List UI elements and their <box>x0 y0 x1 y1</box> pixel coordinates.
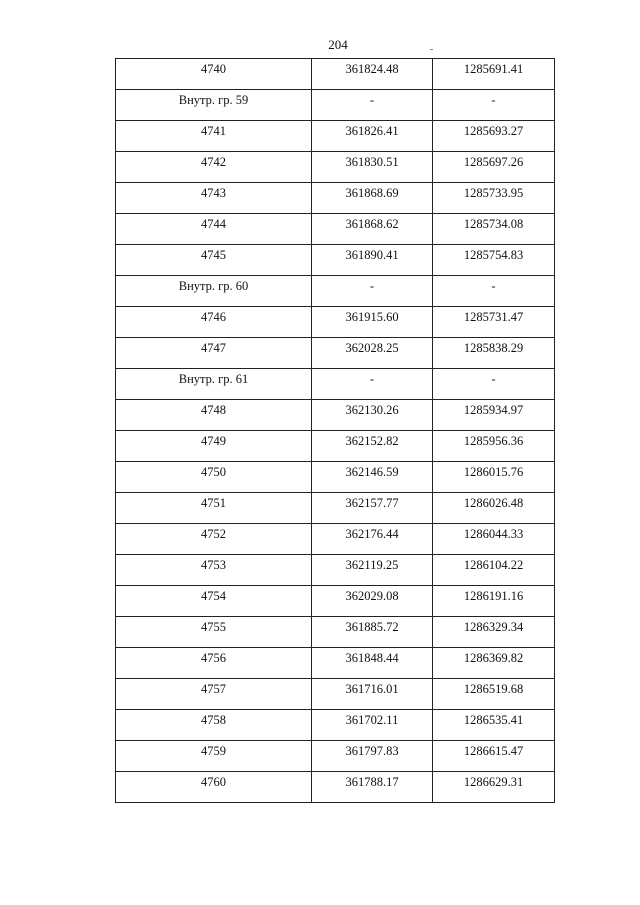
point-cell-text: 4744 <box>201 217 226 231</box>
x-coordinate-cell-text: 362028.25 <box>345 341 399 355</box>
x-coordinate-cell <box>312 772 433 803</box>
y-coordinate-cell-text: - <box>491 93 496 107</box>
point-cell <box>116 183 312 214</box>
y-coordinate-cell-text: 1286629.31 <box>463 775 524 789</box>
y-coordinate-cell <box>433 741 555 772</box>
table-row <box>116 648 555 679</box>
table-row <box>116 121 555 152</box>
x-coordinate-cell-text: 361848.44 <box>345 651 399 665</box>
x-coordinate-cell-text: 362176.44 <box>345 527 399 541</box>
point-cell <box>116 710 312 741</box>
point-cell <box>116 307 312 338</box>
point-cell-text: 4758 <box>201 713 226 727</box>
x-coordinate-cell <box>312 276 433 307</box>
y-coordinate-cell-text: 1285734.08 <box>463 217 524 231</box>
point-cell <box>116 338 312 369</box>
point-cell-text: 4747 <box>201 341 226 355</box>
x-coordinate-cell-text: 362029.08 <box>345 589 399 603</box>
point-cell-text: 4749 <box>201 434 226 448</box>
scan-speck <box>430 49 433 50</box>
x-coordinate-cell <box>312 741 433 772</box>
point-cell-text: 4754 <box>201 589 226 603</box>
x-coordinate-cell-text: 361824.48 <box>345 62 399 76</box>
point-cell <box>116 555 312 586</box>
y-coordinate-cell <box>433 555 555 586</box>
x-coordinate-cell <box>312 183 433 214</box>
point-cell-text: 4743 <box>201 186 226 200</box>
point-cell <box>116 214 312 245</box>
point-cell <box>116 617 312 648</box>
x-coordinate-cell-text: 361830.51 <box>345 155 399 169</box>
y-coordinate-cell-text: 1286329.34 <box>463 620 524 634</box>
point-cell <box>116 245 312 276</box>
point-cell <box>116 121 312 152</box>
point-cell <box>116 369 312 400</box>
x-coordinate-cell <box>312 431 433 462</box>
y-coordinate-cell-text: 1286104.22 <box>463 558 524 572</box>
y-coordinate-cell <box>433 648 555 679</box>
y-coordinate-cell-text: 1286191.16 <box>463 589 524 603</box>
point-cell-text: 4752 <box>201 527 226 541</box>
point-cell-text: 4760 <box>201 775 226 789</box>
table-row <box>116 276 555 307</box>
x-coordinate-cell <box>312 648 433 679</box>
table-row <box>116 555 555 586</box>
point-cell <box>116 59 312 90</box>
y-coordinate-cell-text: 1285754.83 <box>463 248 524 262</box>
y-coordinate-cell-text: 1285731.47 <box>463 310 524 324</box>
x-coordinate-cell-text: 361797.83 <box>345 744 399 758</box>
point-cell-text: Внутр. гр. 59 <box>178 93 249 107</box>
point-cell <box>116 276 312 307</box>
x-coordinate-cell <box>312 462 433 493</box>
x-coordinate-cell-text: 362152.82 <box>345 434 399 448</box>
point-cell <box>116 90 312 121</box>
y-coordinate-cell-text: 1286026.48 <box>463 496 524 510</box>
x-coordinate-cell <box>312 524 433 555</box>
y-coordinate-cell-text: 1285691.41 <box>463 62 524 76</box>
point-cell <box>116 648 312 679</box>
x-coordinate-cell <box>312 493 433 524</box>
table-row <box>116 245 555 276</box>
x-coordinate-cell-text: 361868.69 <box>345 186 399 200</box>
y-coordinate-cell-text: 1286044.33 <box>463 527 524 541</box>
y-coordinate-cell <box>433 617 555 648</box>
y-coordinate-cell <box>433 493 555 524</box>
y-coordinate-cell <box>433 369 555 400</box>
x-coordinate-cell-text: 361716.01 <box>345 682 399 696</box>
x-coordinate-cell <box>312 90 433 121</box>
x-coordinate-cell <box>312 338 433 369</box>
x-coordinate-cell-text: 362119.25 <box>345 558 399 572</box>
point-cell-text: 4753 <box>201 558 226 572</box>
x-coordinate-cell <box>312 369 433 400</box>
table-row <box>116 493 555 524</box>
point-cell <box>116 741 312 772</box>
y-coordinate-cell <box>433 586 555 617</box>
x-coordinate-cell <box>312 245 433 276</box>
y-coordinate-cell <box>433 400 555 431</box>
point-cell <box>116 679 312 710</box>
y-coordinate-cell <box>433 524 555 555</box>
y-coordinate-cell <box>433 338 555 369</box>
point-cell <box>116 524 312 555</box>
x-coordinate-cell-text: 361826.41 <box>345 124 399 138</box>
x-coordinate-cell <box>312 214 433 245</box>
y-coordinate-cell-text: 1285934.97 <box>463 403 524 417</box>
y-coordinate-cell-text: 1285693.27 <box>463 124 524 138</box>
point-cell-text: 4746 <box>201 310 226 324</box>
table-row <box>116 90 555 121</box>
y-coordinate-cell-text: 1285733.95 <box>463 186 524 200</box>
point-cell <box>116 493 312 524</box>
table-row <box>116 772 555 803</box>
page-number: 204 <box>328 37 348 52</box>
point-cell <box>116 400 312 431</box>
y-coordinate-cell <box>433 245 555 276</box>
table-row <box>116 679 555 710</box>
x-coordinate-cell <box>312 121 433 152</box>
y-coordinate-cell-text: 1286369.82 <box>463 651 524 665</box>
y-coordinate-cell-text: - <box>491 279 496 293</box>
x-coordinate-cell-text: 361868.62 <box>345 217 399 231</box>
coordinates-table <box>115 58 555 803</box>
table-row <box>116 59 555 90</box>
point-cell-text: 4750 <box>201 465 226 479</box>
x-coordinate-cell <box>312 307 433 338</box>
x-coordinate-cell-text: 361885.72 <box>345 620 399 634</box>
x-coordinate-cell <box>312 586 433 617</box>
point-cell <box>116 586 312 617</box>
point-cell-text: 4757 <box>201 682 226 696</box>
point-cell-text: 4756 <box>201 651 226 665</box>
y-coordinate-cell <box>433 276 555 307</box>
x-coordinate-cell-text: 361890.41 <box>345 248 399 262</box>
table-row <box>116 617 555 648</box>
table-row <box>116 369 555 400</box>
y-coordinate-cell <box>433 121 555 152</box>
y-coordinate-cell <box>433 462 555 493</box>
x-coordinate-cell <box>312 555 433 586</box>
x-coordinate-cell <box>312 152 433 183</box>
y-coordinate-cell-text: - <box>491 372 496 386</box>
point-cell-text: 4740 <box>201 62 226 76</box>
y-coordinate-cell-text: 1286615.47 <box>463 744 524 758</box>
y-coordinate-cell <box>433 307 555 338</box>
table-row <box>116 462 555 493</box>
point-cell-text: 4759 <box>201 744 226 758</box>
point-cell-text: Внутр. гр. 60 <box>178 279 249 293</box>
point-cell <box>116 152 312 183</box>
table-row <box>116 586 555 617</box>
point-cell-text: 4745 <box>201 248 226 262</box>
y-coordinate-cell <box>433 183 555 214</box>
point-cell <box>116 772 312 803</box>
y-coordinate-cell <box>433 214 555 245</box>
y-coordinate-cell <box>433 679 555 710</box>
point-cell-text: 4748 <box>201 403 226 417</box>
point-cell-text: 4741 <box>201 124 226 138</box>
x-coordinate-cell <box>312 710 433 741</box>
y-coordinate-cell <box>433 431 555 462</box>
x-coordinate-cell <box>312 400 433 431</box>
x-coordinate-cell-text: - <box>369 372 375 386</box>
table-row <box>116 214 555 245</box>
x-coordinate-cell <box>312 679 433 710</box>
y-coordinate-cell <box>433 772 555 803</box>
table-row <box>116 741 555 772</box>
table-row <box>116 524 555 555</box>
y-coordinate-cell <box>433 152 555 183</box>
point-cell-text: 4751 <box>201 496 226 510</box>
x-coordinate-cell-text: 361788.17 <box>345 775 399 789</box>
table-row <box>116 400 555 431</box>
table-row <box>116 152 555 183</box>
y-coordinate-cell <box>433 90 555 121</box>
table-row <box>116 338 555 369</box>
point-cell <box>116 462 312 493</box>
x-coordinate-cell <box>312 617 433 648</box>
y-coordinate-cell-text: 1285838.29 <box>463 341 524 355</box>
y-coordinate-cell-text: 1285697.26 <box>463 155 524 169</box>
x-coordinate-cell-text: 362157.77 <box>345 496 399 510</box>
x-coordinate-cell-text: - <box>369 93 375 107</box>
table-row <box>116 710 555 741</box>
x-coordinate-cell-text: 362130.26 <box>345 403 399 417</box>
y-coordinate-cell <box>433 710 555 741</box>
x-coordinate-cell-text: 361915.60 <box>345 310 399 324</box>
y-coordinate-cell-text: 1285956.36 <box>463 434 524 448</box>
x-coordinate-cell-text: 361702.11 <box>345 713 399 727</box>
table-row <box>116 431 555 462</box>
y-coordinate-cell <box>433 59 555 90</box>
x-coordinate-cell <box>312 59 433 90</box>
x-coordinate-cell-text: - <box>369 279 375 293</box>
x-coordinate-cell-text: 362146.59 <box>345 465 399 479</box>
y-coordinate-cell-text: 1286015.76 <box>463 465 524 479</box>
point-cell-text: Внутр. гр. 61 <box>178 372 249 386</box>
table-row <box>116 307 555 338</box>
point-cell <box>116 431 312 462</box>
table-row <box>116 183 555 214</box>
coordinates-table-body <box>116 59 555 803</box>
point-cell-text: 4755 <box>201 620 226 634</box>
y-coordinate-cell-text: 1286535.41 <box>463 713 524 727</box>
point-cell-text: 4742 <box>201 155 226 169</box>
y-coordinate-cell-text: 1286519.68 <box>463 682 524 696</box>
